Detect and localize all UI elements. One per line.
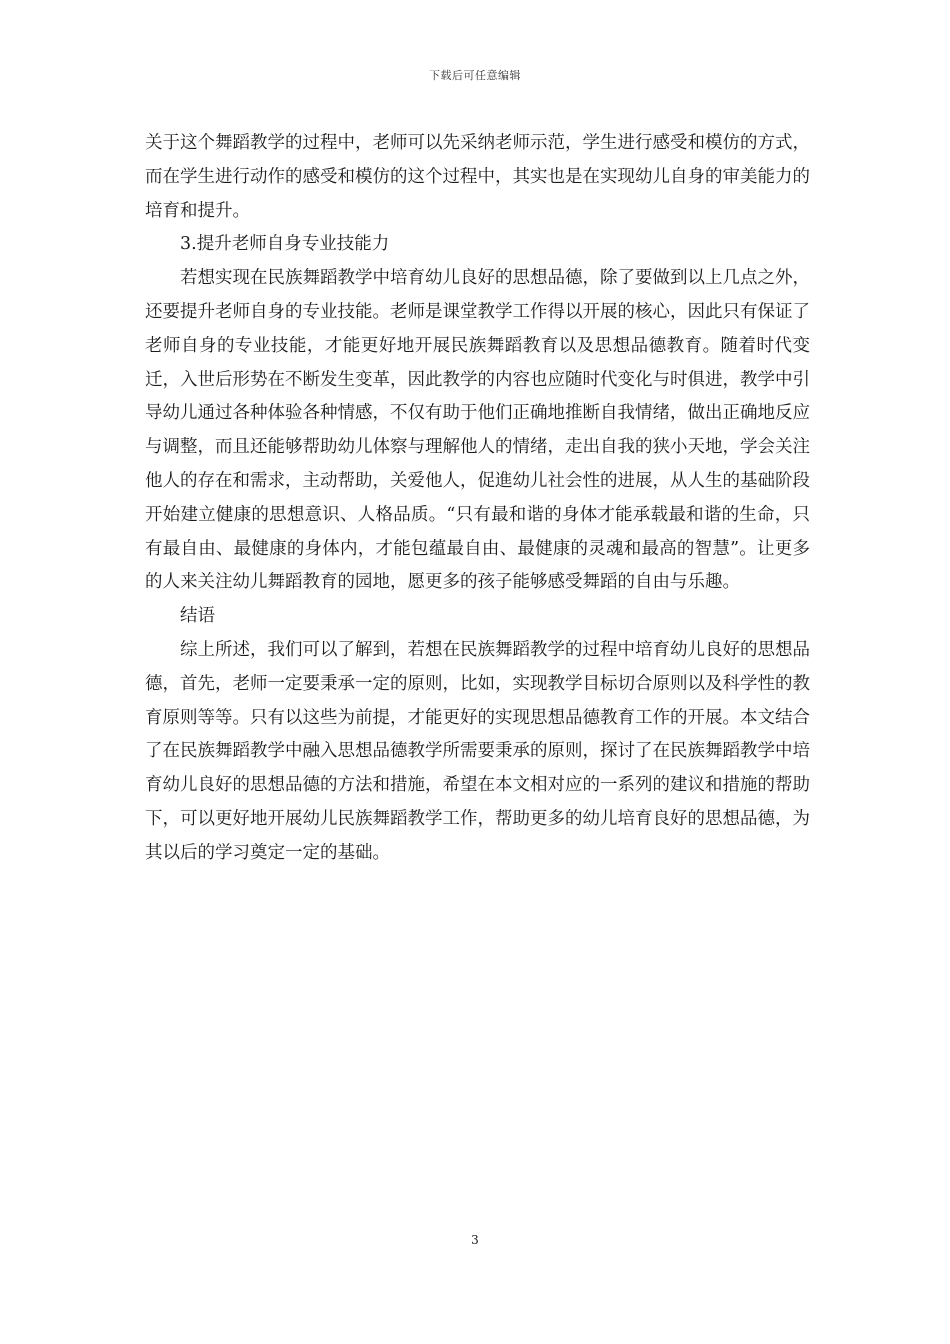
conclusion-heading: 结语	[180, 606, 215, 627]
document-body	[145, 127, 810, 871]
body-paragraph-teacher-skills: 若想实现在民族舞蹈教学中培育幼儿良好的思想品德，除了要做到以上几点之外，还要提升老师自身的专业技能。老师是课堂教学工作得以开展的核心，因此只有保证了老师自身的专业技能，才能更好地开展民族舞蹈教育以及思想品德教育。随着时代变迁，入世后形势在不断发生变革，因此教学的内容也应随时代变化与时俱进，教学中引导幼儿通过各种体验各种情感，不仅有助于他们正确地推断自我情绪，做出正确地反应与调整，而且还能够帮助幼儿体察与理解他人的情绪，走出自我的狭小天地，学会关注他人的存在和需求，主动帮助，关爱他人，促進幼儿社会性的进展，从人生的基础阶段开始建立健康的思想意识、人格品质。“只有最和谐的身体才能承载最和谐的生命，只有最自由、最健康的身体内，才能包蕴最自由、最健康的灵魂和最高的智慧”。让更多的人来关注幼儿舞蹈教育的园地，愿更多的孩子能够感受舞蹈的自由与乐趣。	[145, 268, 810, 593]
page-number: 3	[471, 1233, 479, 1247]
section-heading-3: 3.提升老师自身专业技能力	[180, 234, 390, 255]
body-paragraph-conclusion: 综上所述，我们可以了解到，若想在民族舞蹈教学的过程中培育幼儿良好的思想品德，首先，老师一定要秉承一定的原则，比如，实现教学目标切合原则以及科学性的教育原则等等。只有以这些为前提，才能更好的实现思想品德教育工作的开展。本文结合了在民族舞蹈教学中融入思想品德教学所需要秉承的原则，探讨了在民族舞蹈教学中培育幼儿良好的思想品德的方法和措施，希望在本文相对应的一系列的建议和措施的帮助下，可以更好地开展幼儿民族舞蹈教学工作，帮助更多的幼儿培育良好的思想品德，为其以后的学习奠定一定的基础。	[145, 639, 810, 863]
body-paragraph-continuation: 关于这个舞蹈教学的过程中，老师可以先采纳老师示范，学生进行感受和模仿的方式，而在学生进行动作的感受和模仿的这个过程中，其实也是在实现幼儿自身的审美能力的培育和提升。	[145, 133, 810, 221]
page-header: 下载后可任意编辑	[429, 69, 521, 82]
